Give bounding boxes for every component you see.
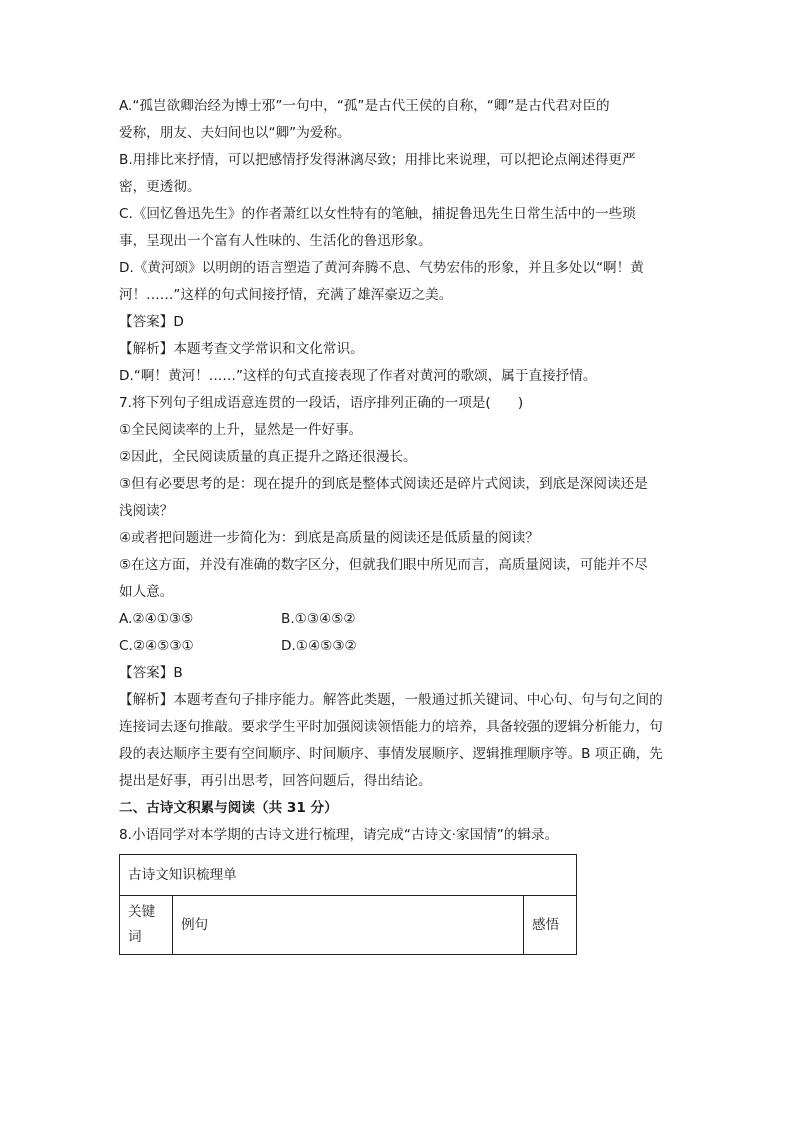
q7-options-row-1 [119, 606, 681, 633]
option-d-line-2: 河！……”这样的句式间接抒情，充满了雄浑豪迈之美。 [119, 287, 453, 303]
option-a-line-2: 爱称，朋友、夫妇间也以“卿”为爱称。 [119, 125, 351, 141]
q7-option-c: C.②④⑤③① [119, 638, 194, 654]
answer-q6: 【答案】D [119, 314, 184, 330]
analysis-q7-line-3: 段的表达顺序主要有空间顺序、时间顺序、事情发展顺序、逻辑推理顺序等。B 项正确，先 [119, 746, 663, 762]
q7-option-b: B.①③④⑤② [281, 611, 356, 627]
question-8: 8.小语同学对本学期的古诗文进行梳理，请完成“古诗文·家国情”的辑录。 [119, 827, 559, 843]
example-header: 例句 [172, 896, 523, 955]
sentence-2: ②因此，全民阅读质量的真正提升之路还很漫长。 [119, 449, 417, 465]
sentence-3-line-2: 浅阅读？ [119, 503, 174, 519]
answer-q7: 【答案】B [119, 665, 183, 681]
document-body [119, 93, 681, 955]
table-caption: 古诗文知识梳理单 [120, 855, 577, 896]
analysis-q6-line-1: 【解析】本题考查文学常识和文化常识。 [119, 341, 364, 357]
sentence-5-line-1: ⑤在这方面，并没有准确的数字区分，但就我们眼中所见而言，高质量阅读，可能并不尽 [119, 557, 648, 573]
sentence-4: ④或者把问题进一步简化为：到底是高质量的阅读还是低质量的阅读？ [119, 530, 539, 546]
question-7: 7.将下列句子组成语意连贯的一段话，语序排列正确的一项是( ) [119, 395, 524, 411]
insight-header: 感悟 [524, 896, 577, 955]
q7-option-d: D.①④⑤③② [281, 638, 357, 654]
analysis-q6-line-2: D.“啊！黄河！……”这样的句式直接表现了作者对黄河的歌颂，属于直接抒情。 [119, 368, 597, 384]
keyword-header-line-2: 词 [128, 929, 142, 945]
option-d-line-1: D.《黄河颂》以明朗的语言塑造了黄河奔腾不息、气势宏伟的形象，并且多处以“啊！黄 [119, 260, 644, 276]
sentence-1: ①全民阅读率的上升，显然是一件好事。 [119, 422, 363, 438]
option-b-line-2: 密，更透彻。 [119, 179, 201, 195]
sentence-5-line-2: 如人意。 [119, 584, 174, 600]
section-heading: 二、古诗文积累与阅读（共 31 分） [119, 800, 338, 816]
q7-options-row-2 [119, 633, 681, 660]
option-c-line-1: C.《回忆鲁迅先生》的作者萧红以女性特有的笔触，捕捉鲁迅先生日常生活中的一些琐 [119, 206, 636, 222]
analysis-q7-line-2: 连接词去逐句推敲。要求学生平时加强阅读领悟能力的培养，具备较强的逻辑分析能力，句 [119, 719, 663, 735]
knowledge-table [119, 854, 577, 955]
keyword-header [120, 896, 173, 955]
option-a-line-1: A.“孤岂欲卿治经为博士邪”一句中，“孤”是古代王侯的自称，“卿”是古代君对臣的 [119, 98, 610, 114]
option-c-line-2: 事，呈现出一个富有人性味的、生活化的鲁迅形象。 [119, 233, 432, 249]
analysis-q7-line-1: 【解析】本题考查句子排序能力。解答此类题，一般通过抓关键词、中心句、句与句之间的 [119, 692, 663, 708]
analysis-q7-line-4: 提出是好事，再引出思考，回答问题后，得出结论。 [119, 773, 432, 789]
option-b-line-1: B.用排比来抒情，可以把感情抒发得淋漓尽致；用排比来说理，可以把论点阐述得更严 [119, 152, 636, 168]
keyword-header-line-1: 关键 [128, 904, 156, 920]
q7-option-a: A.②④①③⑤ [119, 611, 194, 627]
sentence-3-line-1: ③但有必要思考的是：现在提升的到底是整体式阅读还是碎片式阅读，到底是深阅读还是 [119, 476, 648, 492]
